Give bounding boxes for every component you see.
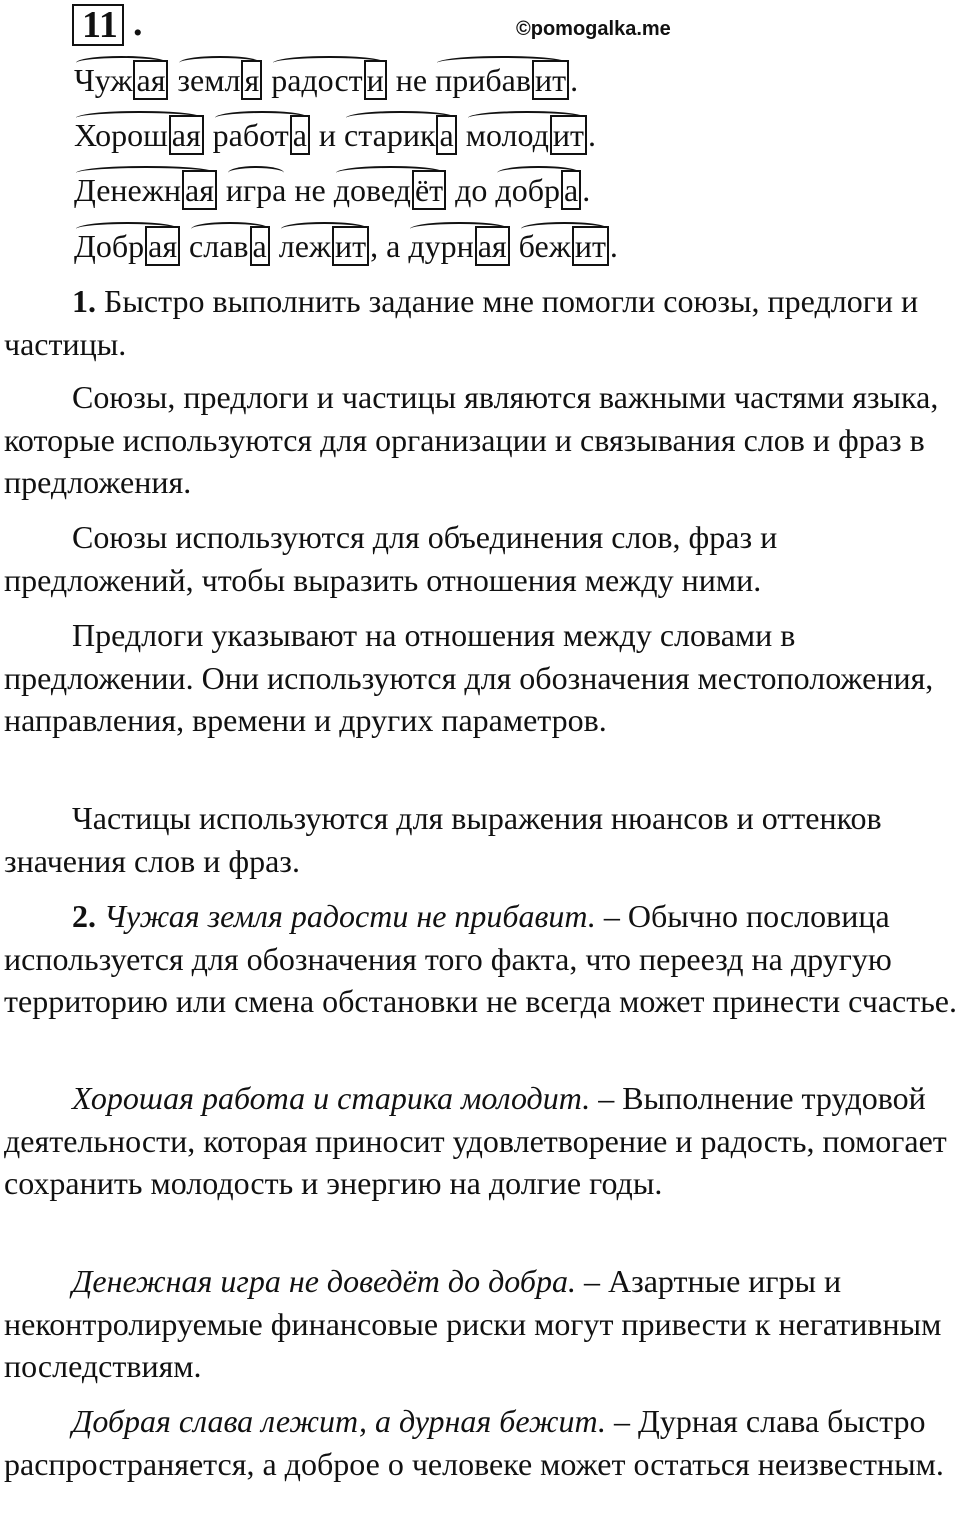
word: Хорош ая (74, 117, 205, 153)
word: леж ит (279, 228, 370, 264)
word: довед ёт (334, 172, 447, 208)
paragraph-6: 2. Чужая земля радости не прибавит. – Обычно пословица используется для обозначения того факта, что переезд на другую территорию или смена обстановки не всегда может принести счастье. (4, 898, 957, 1019)
paragraph-9: Добрая слава лежит, а дурная бежит. – Дурная слава быстро распространяется, а доброе о человеке может остаться неизвестным. (4, 1403, 944, 1482)
ending-box: я (241, 60, 262, 100)
ending-box: а (436, 115, 456, 155)
ending-box: ит (332, 226, 369, 266)
ending-box: ая (133, 60, 168, 100)
word: Денежн ая (74, 172, 218, 208)
ending-box: а (561, 170, 581, 210)
watermark: ©pomogalka.me (516, 18, 671, 40)
word: и (318, 117, 337, 153)
paragraph-2: Союзы, предлоги и частицы являются важными частями языка, которые используются для организации и связывания слов и фраз в предложения. (4, 379, 939, 500)
word: не (395, 62, 428, 98)
word: слав а (189, 228, 271, 264)
ending-box: ая (182, 170, 217, 210)
ending-box: а (290, 115, 310, 155)
word: радост и (271, 62, 388, 98)
word: до (455, 172, 488, 208)
word: прибав ит (435, 62, 570, 98)
ending-box: ая (145, 226, 180, 266)
proverb-line-4: Добр ая слав а леж ит , а дурн ая беж ит . (74, 228, 618, 264)
word: дурн ая (408, 228, 510, 264)
ending-box: ая (475, 226, 510, 266)
ending-box: и (364, 60, 387, 100)
ending-box: ая (169, 115, 204, 155)
ending-box: ит (572, 226, 609, 266)
word: земл я (177, 62, 263, 98)
proverb-line-2: Хорош ая работ а и старик а молод ит . (74, 117, 596, 153)
ending-box: а (250, 226, 270, 266)
word: а (386, 228, 401, 264)
proverb-line-3: Денежн ая игра не довед ёт до добр а . (74, 172, 591, 208)
word: Добр ая (74, 228, 181, 264)
ending-box: ит (550, 115, 587, 155)
word: молод ит (466, 117, 588, 153)
word: добр а (495, 172, 582, 208)
paragraph-5: Частицы используются для выражения нюансов и оттенков значения слов и фраз. (4, 800, 882, 879)
word: старик а (344, 117, 458, 153)
paragraph-3: Союзы используются для объединения слов, фраз и предложений, чтобы выразить отношения между ними. (4, 519, 778, 598)
ending-box: ит (532, 60, 569, 100)
word: игра (225, 172, 287, 208)
paragraph-7: Хорошая работа и старика молодит. – Выполнение трудовой деятельности, которая приносит удовлетворение и радость, помогает сохранить молодость и энергию на долгие годы. (4, 1080, 947, 1201)
ending-box: ёт (412, 170, 446, 210)
paragraph-1: 1. Быстро выполнить задание мне помогли союзы, предлоги и частицы. (4, 283, 919, 362)
word: Чуж ая (74, 62, 169, 98)
paragraph-8: Денежная игра не доведёт до добра. – Азартные игры и неконтролируемые финансовые риски могут привести к негативным последствиям. (4, 1263, 942, 1384)
task-number-box (72, 4, 124, 46)
task-number: 11 (82, 4, 118, 46)
paragraph-4: Предлоги указывают на отношения между словами в предложении. Они используются для обозначения местоположения, направления, времени и других параметров. (4, 617, 934, 738)
word: беж ит (519, 228, 610, 264)
word: не (294, 172, 326, 208)
proverb-line-1: Чуж ая земл я радост и не прибав ит . (74, 62, 579, 98)
task-number-dot: . (133, 2, 143, 44)
word: работ а (213, 117, 311, 153)
